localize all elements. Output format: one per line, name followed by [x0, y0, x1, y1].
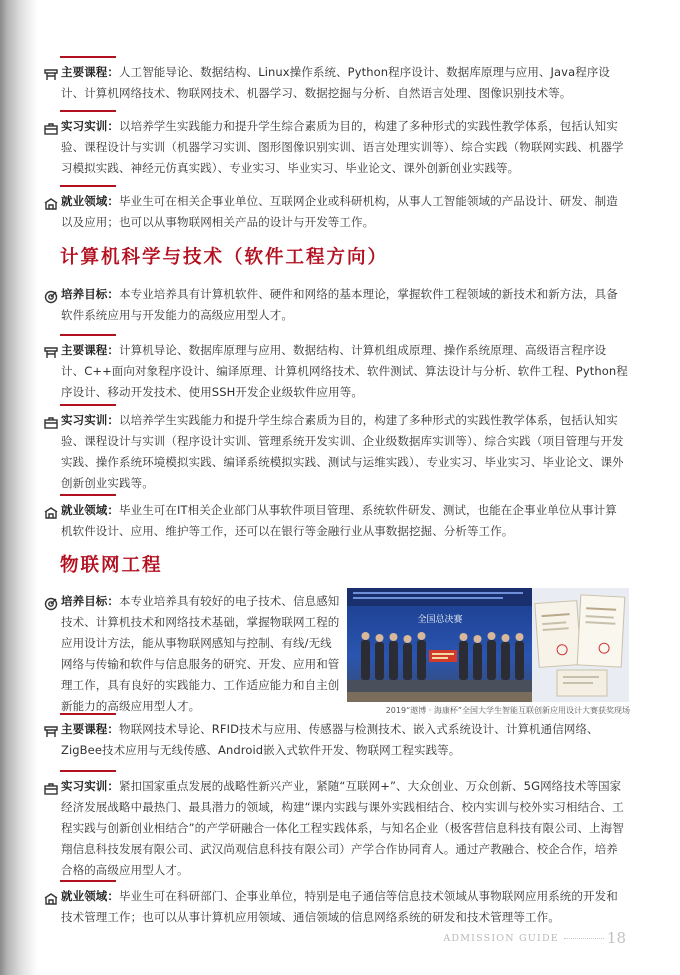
award-photo-caption: 2019“遨博 · 海康杯”全国大学生智能互联创新应用设计大赛获奖现场	[385, 706, 630, 715]
award-photo-banner: 全国总决赛	[417, 615, 463, 625]
section-rule	[60, 334, 116, 336]
section-rule	[60, 404, 116, 406]
footer-dotted-rule	[564, 938, 604, 939]
s3-job-text: 就业领域：毕业生可在科研部门、企事业单位，特别是电子通信等信息技术领域从事物联网应用系统的开发和技术管理工作；也可以从事计算机应用领域、通信领域的信息网络系统的研发和技术管理等工作。	[61, 889, 618, 924]
section-rule	[60, 494, 116, 496]
s1-course-text: 主要课程：人工智能导论、数据结构、Linux操作系统、Python程序设计、数据库原理与应用、Java程序设计、计算机网络技术、物联网技术、机器学习、数据挖掘与分析、自然语言处理、图像识别技术等。	[61, 65, 611, 100]
s3-title: 物联网工程	[60, 555, 163, 576]
s1-job-text: 就业领域：毕业生可在相关企事业单位、互联网企业或科研机构，从事人工智能领域的产品设计、研发、制造以及应用；也可以从事物联网相关产品的设计与开发等工作。	[61, 194, 618, 229]
section-rule	[60, 185, 116, 187]
section-rule	[60, 880, 116, 882]
s2-job-text: 就业领域：毕业生可在IT相关企业部门从事软件项目管理、系统软件研发、测试，也能在企事业单位从事计算机软件设计、应用、维护等工作，还可以在银行等金融行业从事数据挖掘、分析等工作。	[61, 503, 617, 538]
book-icon	[44, 68, 58, 82]
section-rule	[60, 770, 116, 772]
building-icon	[44, 892, 58, 906]
briefcase-icon	[44, 416, 58, 430]
s2-course-text: 主要课程：计算机导论、数据库原理与应用、数据结构、计算机组成原理、操作系统原理、高级语言程序设计、C++面向对象程序设计、编译原理、计算机网络技术、软件测试、算法设计与分析、软件工程、Python程序设计、移动开发技术、使用SSH开发企业级软件应用等。	[61, 343, 628, 399]
section-rule	[60, 56, 116, 58]
s1-practice-text: 实习实训：以培养学生实践能力和提升学生综合素质为目的，构建了多种形式的实践性教学体系，包括认知实验、课程设计与实训（机器学习实训、图形图像识别实训、语言处理实训等）、综合实践（物联网实践、机器学习模拟实践、神经元仿真实践）、专业实习、毕业实习、毕业论文、课外创新创业实践等。	[61, 119, 624, 175]
book-icon	[44, 346, 58, 360]
section-rule	[60, 110, 116, 112]
s3-goal-text: 培养目标：本专业培养具有较好的电子技术、信息感知技术、计算机技术和网络技术基础，掌握物联网工程的应用设计方法，能从事物联网感知与控制、有线/无线网络与传输和软件与信息服务的研究、开发、应用和管理工作，具有良好的实践能力、工作适应能力和自主创新能力的高级应用型人才。	[61, 594, 340, 713]
s2-goal-text: 培养目标：本专业培养具有计算机软件、硬件和网络的基本理论，掌握软件工程领域的新技术和新方法，具备软件系统应用与开发能力的高级应用型人才。	[61, 287, 618, 322]
s3-practice-text: 实习实训：紧扣国家重点发展的战略性新兴产业，紧随“互联网+”、大众创业、万众创新、5G网络技术等国家经济发展战略中最热门、最具潜力的领域，构建“课内实践与课外实践相结合、校内实训与校外实习相结合、工程实践与创新创业相结合”的产学研融合一体化工程实践体系，与知名企业（极客营信息科技有限公司、上海智翔信息科技发展有限公司、武汉尚观信息科技有限公司）产学合作协同育人。通过产教融合、校企合作，培养合格的高级应用型人才。	[61, 779, 624, 877]
target-icon	[44, 290, 58, 304]
briefcase-icon	[44, 782, 58, 796]
page-footer	[443, 929, 626, 947]
s2-practice-text: 实习实训：以培养学生实践能力和提升学生综合素质为目的，构建了多种形式的实践性教学体系，包括认知实验、课程设计与实训（程序设计实训、管理系统开发实训、企业级数据库实训等）、综合实践（项目管理与开发实践、操作系统环境模拟实践、编译系统模拟实践、测试与运维实践）、专业实习、毕业实习、毕业论文、课外创新创业实践等。	[61, 413, 624, 490]
target-icon	[44, 597, 58, 611]
footer-label: ADMISSION GUIDE	[443, 932, 559, 944]
building-icon	[44, 506, 58, 520]
page-number: 18	[606, 929, 626, 947]
page-spine-shadow	[0, 0, 38, 975]
award-photo-illustration	[347, 588, 629, 702]
building-icon	[44, 197, 58, 211]
book-icon	[44, 725, 58, 739]
s3-course-text: 主要课程：物联网技术导论、RFID技术与应用、传感器与检测技术、嵌入式系统设计、计算机通信网络、ZigBee技术应用与无线传感、Android嵌入式软件开发、物联网工程实践等。	[61, 722, 599, 757]
s2-title: 计算机科学与技术（软件工程方向）	[60, 247, 389, 268]
briefcase-icon	[44, 122, 58, 136]
award-photo	[347, 588, 629, 702]
section-rule	[60, 713, 116, 715]
